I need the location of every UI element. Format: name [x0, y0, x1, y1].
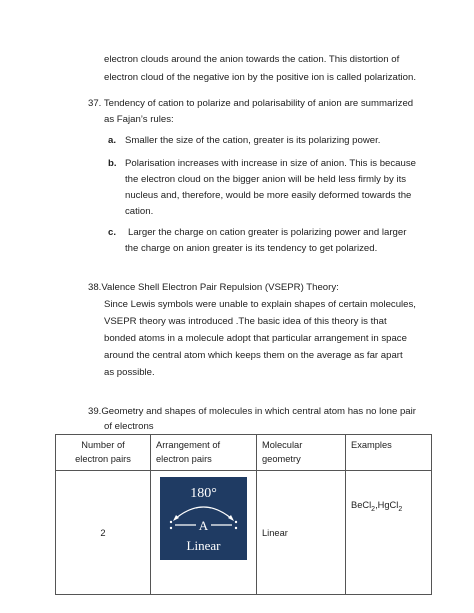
table-header-row	[56, 435, 432, 471]
header-col3-line-1: Molecular	[262, 440, 303, 450]
header-col2-line-2: electron pairs	[156, 454, 212, 464]
item-37b-line-1: Polarisation increases with increase in size of anion. This is because	[125, 158, 416, 169]
electron-pairs-value: 2	[100, 527, 106, 538]
header-arrangement	[151, 435, 257, 471]
cell-molecular-geometry	[257, 471, 346, 595]
electron-pair-left-dot-2	[170, 527, 172, 529]
header-examples	[346, 435, 432, 471]
item-37c-marker: c.	[108, 227, 117, 238]
item-38-line-4: around the central atom which keeps them on the average as far apart	[104, 350, 403, 361]
item-37b-line-3: nucleus and, therefore, would be more easily deformed towards the	[125, 190, 412, 201]
item-38-heading: 38.Valence Shell Electron Pair Repulsion (VSEPR) Theory:	[88, 282, 339, 293]
item-37a-marker: a.	[108, 135, 117, 146]
header-col2-line-1: Arrangement of	[156, 440, 221, 450]
diagram-central-atom: A	[198, 518, 209, 533]
item-38-line-3: bonded atoms in a molecule adopt that particular arrangement in space	[104, 333, 407, 344]
header-molecular-geometry	[257, 435, 346, 471]
example-becl2: BeCl$_2$	[351, 500, 376, 513]
header-col4: Examples	[351, 440, 392, 450]
item-37c-line-2: the charge on anion greater is its tendency to get polarized.	[125, 243, 378, 254]
header-number-of-electron-pairs	[56, 435, 151, 471]
item-37b-line-4: cation.	[125, 206, 154, 217]
item-39-line-1: 39.Geometry and shapes of molecules in which central atom has no lone pair	[88, 406, 416, 417]
electron-pair-right-dot-2	[235, 527, 237, 529]
item-37-line-2: as Fajan’s rules:	[104, 114, 174, 125]
linear-diagram-svg	[160, 477, 247, 560]
item-38-line-2: VSEPR theory was introduced .The basic idea of this theory is that	[104, 316, 387, 327]
example-hgcl2: HgCl$_2$	[377, 500, 403, 513]
diagram-caption: Linear	[186, 538, 221, 553]
cell-arrangement	[151, 471, 257, 595]
diagram-angle-label: 180°	[190, 486, 217, 501]
item-38-line-5: as possible.	[104, 367, 155, 378]
intro-line-2: electron cloud of the negative ion by the positive ion is called polarization.	[104, 72, 416, 83]
molecular-geometry-value: Linear	[262, 527, 288, 538]
example-separator: ,	[375, 500, 378, 510]
electron-pair-right-dot-1	[235, 521, 237, 523]
item-37a-line-1: Smaller the size of the cation, greater is its polarizing power.	[125, 135, 381, 146]
intro-line-1: electron clouds around the anion towards the cation. This distortion of	[104, 54, 400, 65]
linear-arrangement-diagram	[160, 477, 247, 560]
item-37-line-1: 37. Tendency of cation to polarize and polarisability of anion are summarized	[88, 98, 414, 109]
item-37b-marker: b.	[108, 158, 117, 169]
header-col1-line-1: Number of	[81, 440, 125, 450]
item-37c-line-1: Larger the charge on cation greater is polarizing power and larger	[128, 227, 407, 238]
electron-pair-left-dot-1	[170, 521, 172, 523]
header-col1-line-2: electron pairs	[75, 454, 131, 464]
cell-electron-pairs	[56, 471, 151, 595]
item-37b-line-2: the electron cloud on the bigger anion will be held less firmly by its	[125, 174, 407, 185]
item-39-line-2: of electrons	[104, 421, 154, 432]
geometry-table	[55, 434, 432, 595]
item-38-line-1: Since Lewis symbols were unable to explain shapes of certain molecules,	[104, 299, 416, 310]
header-col3-line-2: geometry	[262, 454, 301, 464]
table-row	[56, 471, 432, 595]
cell-examples	[346, 471, 432, 595]
